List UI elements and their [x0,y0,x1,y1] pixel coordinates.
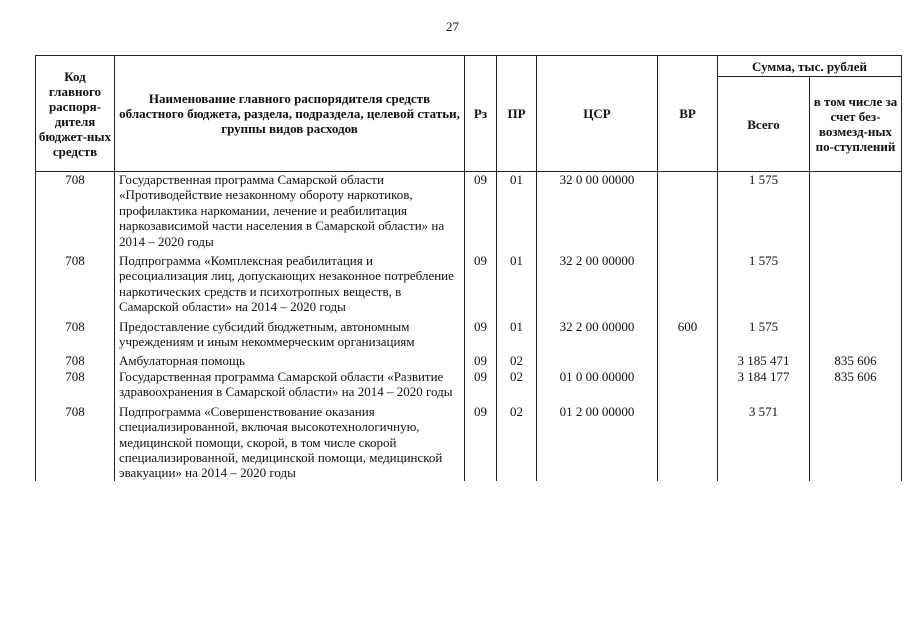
cell-rz: 09 [465,315,497,350]
cell-name: Амбулаторная помощь [115,349,465,368]
cell-vr [658,400,718,481]
table-row [36,172,902,250]
cell-name: Государственная программа Самарской области «Развитие здравоохранения в Самарской области» на 2014 – 2020 годы [115,369,465,400]
table-row [36,249,902,315]
header-pr: ПР [497,56,537,172]
header-total: Всего [718,77,810,172]
table-header [36,56,902,172]
cell-csr: 32 2 00 00000 [537,249,658,315]
cell-free: 835 606 [810,369,902,400]
cell-csr: 01 0 00 00000 [537,369,658,400]
table-row [36,400,902,481]
cell-code: 708 [36,400,115,481]
cell-total: 1 575 [718,315,810,350]
header-vr: ВР [658,56,718,172]
cell-rz: 09 [465,369,497,400]
cell-code: 708 [36,172,115,250]
cell-csr [537,349,658,368]
header-free: в том числе за счет без-возмезд-ных по-ступлений [810,77,902,172]
cell-free [810,315,902,350]
cell-vr [658,349,718,368]
header-sum: Сумма, тыс. рублей [718,56,902,77]
cell-total: 3 185 471 [718,349,810,368]
cell-pr: 01 [497,172,537,250]
cell-free [810,172,902,250]
cell-name: Подпрограмма «Комплексная реабилитация и ресоциализация лиц, допускающих незаконное потребление наркотических средств и психотропных веществ, в Самарской области» на 2014 – 2020 годы [115,249,465,315]
cell-total: 3 184 177 [718,369,810,400]
page-number: 27 [446,19,459,34]
cell-free [810,400,902,481]
cell-free: 835 606 [810,349,902,368]
cell-pr: 02 [497,349,537,368]
cell-total: 1 575 [718,172,810,250]
cell-pr: 02 [497,400,537,481]
cell-vr [658,369,718,400]
cell-vr: 600 [658,315,718,350]
table-row [36,349,902,368]
cell-csr: 32 0 00 00000 [537,172,658,250]
cell-total: 3 571 [718,400,810,481]
cell-code: 708 [36,315,115,350]
cell-total: 1 575 [718,249,810,315]
cell-rz: 09 [465,400,497,481]
cell-name: Государственная программа Самарской области «Противодействие незаконному обороту наркотиков, профилактика наркомании, лечение и реабилитация наркозависимой части населения в Самарской области» на 2014 – 2020 годы [115,172,465,250]
cell-pr: 01 [497,249,537,315]
cell-vr [658,172,718,250]
cell-code: 708 [36,249,115,315]
cell-free [810,249,902,315]
header-csr: ЦСР [537,56,658,172]
budget-table [35,55,902,481]
cell-vr [658,249,718,315]
cell-name: Предоставление субсидий бюджетным, автономным учреждениям и иным некоммерческим организациям [115,315,465,350]
cell-csr: 01 2 00 00000 [537,400,658,481]
cell-rz: 09 [465,172,497,250]
table-body [36,172,902,481]
cell-rz: 09 [465,349,497,368]
header-rz: Рз [465,56,497,172]
cell-name: Подпрограмма «Совершенствование оказания специализированной, включая высокотехнологичную, медицинской помощи, скорой, в том числе скорой специализированной, медицинской помощи, медицинской эвакуации» на 2014 – 2020 годы [115,400,465,481]
cell-code: 708 [36,349,115,368]
cell-code: 708 [36,369,115,400]
cell-pr: 02 [497,369,537,400]
table-row [36,369,902,400]
cell-rz: 09 [465,249,497,315]
cell-pr: 01 [497,315,537,350]
header-name: Наименование главного распорядителя средств областного бюджета, раздела, подраздела, целевой статьи, группы видов расходов [115,56,465,172]
header-code: Код главного распоря-дителя бюджет-ных средств [36,56,115,172]
cell-csr: 32 2 00 00000 [537,315,658,350]
table-row [36,315,902,350]
